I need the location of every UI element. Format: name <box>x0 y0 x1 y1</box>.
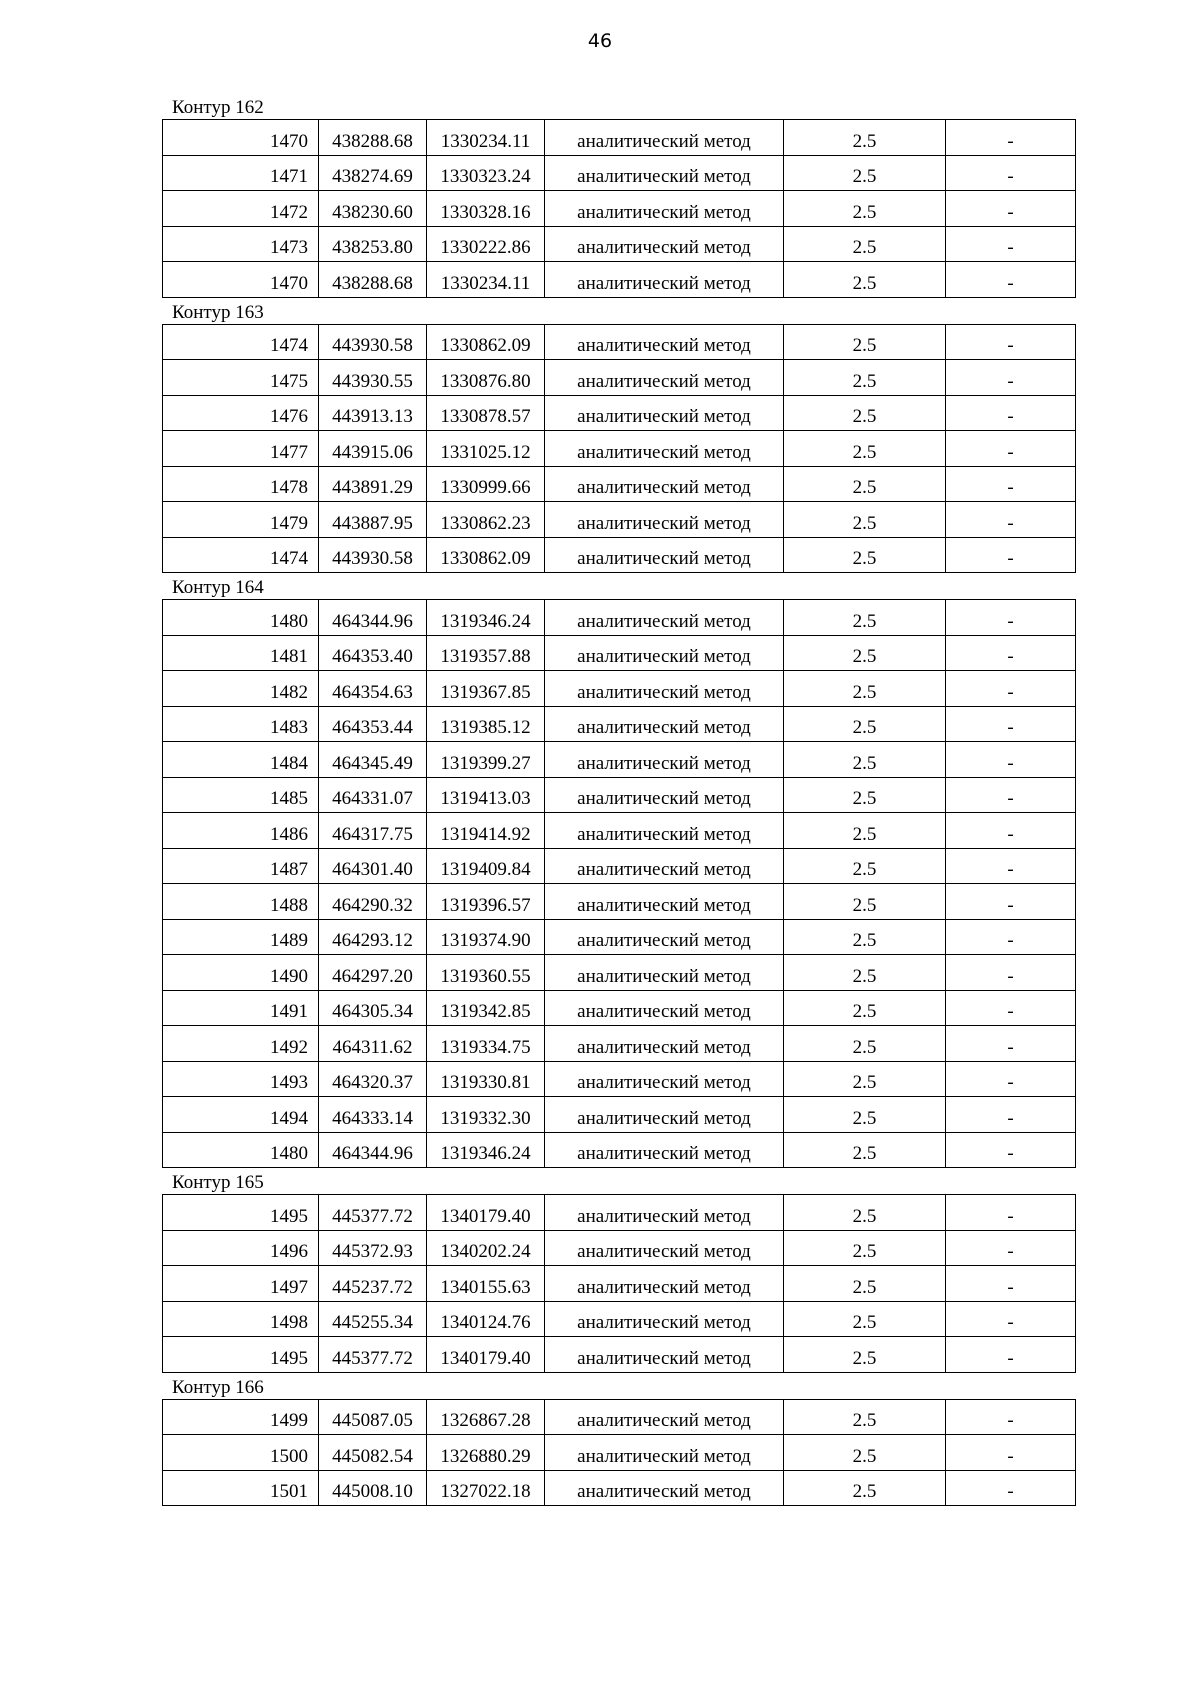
method-cell: аналитический метод <box>545 1230 784 1266</box>
contour-title: Контур 166 <box>172 1376 264 1398</box>
y-coordinate-cell: 1319357.88 <box>427 635 545 671</box>
y-coordinate-cell: 1319360.55 <box>427 955 545 991</box>
point-number-cell: 1470 <box>163 120 319 156</box>
accuracy-cell: 2.5 <box>784 1061 946 1097</box>
contour-section <box>162 1168 1076 1373</box>
description-cell: - <box>946 324 1076 360</box>
coordinates-table <box>162 599 1076 1168</box>
method-cell: аналитический метод <box>545 742 784 778</box>
table-row <box>163 1266 1076 1302</box>
y-coordinate-cell: 1330222.86 <box>427 226 545 262</box>
method-cell: аналитический метод <box>545 155 784 191</box>
method-cell: аналитический метод <box>545 777 784 813</box>
method-cell: аналитический метод <box>545 1132 784 1168</box>
description-cell: - <box>946 1230 1076 1266</box>
accuracy-cell: 2.5 <box>784 155 946 191</box>
x-coordinate-cell: 464344.96 <box>319 600 427 636</box>
point-number-cell: 1500 <box>163 1435 319 1471</box>
description-cell: - <box>946 1061 1076 1097</box>
x-coordinate-cell: 443930.55 <box>319 360 427 396</box>
accuracy-cell: 2.5 <box>784 848 946 884</box>
point-number-cell: 1494 <box>163 1097 319 1133</box>
table-row <box>163 155 1076 191</box>
table-row <box>163 813 1076 849</box>
y-coordinate-cell: 1319346.24 <box>427 1132 545 1168</box>
contour-title: Контур 162 <box>172 97 264 118</box>
x-coordinate-cell: 438253.80 <box>319 226 427 262</box>
x-coordinate-cell: 445008.10 <box>319 1470 427 1506</box>
description-cell: - <box>946 777 1076 813</box>
x-coordinate-cell: 438288.68 <box>319 262 427 298</box>
method-cell: аналитический метод <box>545 1266 784 1302</box>
y-coordinate-cell: 1340179.40 <box>427 1195 545 1231</box>
table-row <box>163 1435 1076 1471</box>
y-coordinate-cell: 1330234.11 <box>427 262 545 298</box>
point-number-cell: 1477 <box>163 431 319 467</box>
accuracy-cell: 2.5 <box>784 742 946 778</box>
x-coordinate-cell: 464344.96 <box>319 1132 427 1168</box>
y-coordinate-cell: 1330862.23 <box>427 502 545 538</box>
method-cell: аналитический метод <box>545 1435 784 1471</box>
description-cell: - <box>946 537 1076 573</box>
description-cell: - <box>946 955 1076 991</box>
y-coordinate-cell: 1319332.30 <box>427 1097 545 1133</box>
y-coordinate-cell: 1319346.24 <box>427 600 545 636</box>
accuracy-cell: 2.5 <box>784 226 946 262</box>
y-coordinate-cell: 1327022.18 <box>427 1470 545 1506</box>
method-cell: аналитический метод <box>545 635 784 671</box>
description-cell: - <box>946 1435 1076 1471</box>
x-coordinate-cell: 445377.72 <box>319 1195 427 1231</box>
accuracy-cell: 2.5 <box>784 537 946 573</box>
accuracy-cell: 2.5 <box>784 324 946 360</box>
point-number-cell: 1487 <box>163 848 319 884</box>
y-coordinate-cell: 1330862.09 <box>427 537 545 573</box>
description-cell: - <box>946 1097 1076 1133</box>
description-cell: - <box>946 262 1076 298</box>
table-row <box>163 1097 1076 1133</box>
method-cell: аналитический метод <box>545 1026 784 1062</box>
y-coordinate-cell: 1330876.80 <box>427 360 545 396</box>
description-cell: - <box>946 813 1076 849</box>
y-coordinate-cell: 1319334.75 <box>427 1026 545 1062</box>
accuracy-cell: 2.5 <box>784 706 946 742</box>
description-cell: - <box>946 395 1076 431</box>
method-cell: аналитический метод <box>545 1337 784 1373</box>
y-coordinate-cell: 1330999.66 <box>427 466 545 502</box>
coordinates-table <box>162 324 1076 574</box>
x-coordinate-cell: 443891.29 <box>319 466 427 502</box>
description-cell: - <box>946 226 1076 262</box>
x-coordinate-cell: 438274.69 <box>319 155 427 191</box>
y-coordinate-cell: 1340155.63 <box>427 1266 545 1302</box>
point-number-cell: 1495 <box>163 1337 319 1373</box>
table-row <box>163 1301 1076 1337</box>
y-coordinate-cell: 1319396.57 <box>427 884 545 920</box>
table-row <box>163 742 1076 778</box>
y-coordinate-cell: 1330234.11 <box>427 120 545 156</box>
table-row <box>163 1132 1076 1168</box>
x-coordinate-cell: 464353.40 <box>319 635 427 671</box>
method-cell: аналитический метод <box>545 360 784 396</box>
method-cell: аналитический метод <box>545 848 784 884</box>
x-coordinate-cell: 438230.60 <box>319 191 427 227</box>
table-row <box>163 671 1076 707</box>
description-cell: - <box>946 431 1076 467</box>
x-coordinate-cell: 445372.93 <box>319 1230 427 1266</box>
method-cell: аналитический метод <box>545 884 784 920</box>
method-cell: аналитический метод <box>545 706 784 742</box>
contour-title: Контур 164 <box>172 577 264 598</box>
table-row <box>163 431 1076 467</box>
table-row <box>163 1399 1076 1435</box>
description-cell: - <box>946 884 1076 920</box>
description-cell: - <box>946 1195 1076 1231</box>
point-number-cell: 1470 <box>163 262 319 298</box>
accuracy-cell: 2.5 <box>784 502 946 538</box>
point-number-cell: 1473 <box>163 226 319 262</box>
point-number-cell: 1483 <box>163 706 319 742</box>
method-cell: аналитический метод <box>545 120 784 156</box>
method-cell: аналитический метод <box>545 1470 784 1506</box>
description-cell: - <box>946 919 1076 955</box>
coordinates-table <box>162 1399 1076 1507</box>
description-cell: - <box>946 600 1076 636</box>
point-number-cell: 1474 <box>163 324 319 360</box>
point-number-cell: 1480 <box>163 600 319 636</box>
contour-list <box>162 93 1076 1506</box>
x-coordinate-cell: 443930.58 <box>319 324 427 360</box>
accuracy-cell: 2.5 <box>784 1230 946 1266</box>
description-cell: - <box>946 635 1076 671</box>
accuracy-cell: 2.5 <box>784 884 946 920</box>
x-coordinate-cell: 445255.34 <box>319 1301 427 1337</box>
y-coordinate-cell: 1340179.40 <box>427 1337 545 1373</box>
description-cell: - <box>946 990 1076 1026</box>
point-number-cell: 1491 <box>163 990 319 1026</box>
y-coordinate-cell: 1330862.09 <box>427 324 545 360</box>
point-number-cell: 1486 <box>163 813 319 849</box>
accuracy-cell: 2.5 <box>784 191 946 227</box>
table-row <box>163 537 1076 573</box>
accuracy-cell: 2.5 <box>784 955 946 991</box>
method-cell: аналитический метод <box>545 395 784 431</box>
y-coordinate-cell: 1340124.76 <box>427 1301 545 1337</box>
method-cell: аналитический метод <box>545 1301 784 1337</box>
x-coordinate-cell: 445377.72 <box>319 1337 427 1373</box>
table-row <box>163 395 1076 431</box>
x-coordinate-cell: 464317.75 <box>319 813 427 849</box>
accuracy-cell: 2.5 <box>784 777 946 813</box>
table-row <box>163 502 1076 538</box>
description-cell: - <box>946 1132 1076 1168</box>
point-number-cell: 1493 <box>163 1061 319 1097</box>
x-coordinate-cell: 464297.20 <box>319 955 427 991</box>
method-cell: аналитический метод <box>545 1399 784 1435</box>
description-cell: - <box>946 191 1076 227</box>
point-number-cell: 1484 <box>163 742 319 778</box>
coordinates-table <box>162 119 1076 298</box>
y-coordinate-cell: 1330878.57 <box>427 395 545 431</box>
accuracy-cell: 2.5 <box>784 1337 946 1373</box>
x-coordinate-cell: 443915.06 <box>319 431 427 467</box>
accuracy-cell: 2.5 <box>784 1026 946 1062</box>
table-row <box>163 262 1076 298</box>
point-number-cell: 1476 <box>163 395 319 431</box>
x-coordinate-cell: 464305.34 <box>319 990 427 1026</box>
point-number-cell: 1489 <box>163 919 319 955</box>
description-cell: - <box>946 706 1076 742</box>
coordinates-table <box>162 1194 1076 1373</box>
y-coordinate-cell: 1340202.24 <box>427 1230 545 1266</box>
table-row <box>163 1195 1076 1231</box>
x-coordinate-cell: 443930.58 <box>319 537 427 573</box>
point-number-cell: 1481 <box>163 635 319 671</box>
method-cell: аналитический метод <box>545 1061 784 1097</box>
description-cell: - <box>946 1399 1076 1435</box>
description-cell: - <box>946 502 1076 538</box>
contour-title: Контур 165 <box>172 1172 264 1193</box>
point-number-cell: 1485 <box>163 777 319 813</box>
y-coordinate-cell: 1330328.16 <box>427 191 545 227</box>
table-row <box>163 226 1076 262</box>
method-cell: аналитический метод <box>545 813 784 849</box>
point-number-cell: 1474 <box>163 537 319 573</box>
table-row <box>163 635 1076 671</box>
method-cell: аналитический метод <box>545 324 784 360</box>
point-number-cell: 1495 <box>163 1195 319 1231</box>
method-cell: аналитический метод <box>545 990 784 1026</box>
y-coordinate-cell: 1319399.27 <box>427 742 545 778</box>
accuracy-cell: 2.5 <box>784 671 946 707</box>
accuracy-cell: 2.5 <box>784 1266 946 1302</box>
accuracy-cell: 2.5 <box>784 990 946 1026</box>
x-coordinate-cell: 443913.13 <box>319 395 427 431</box>
method-cell: аналитический метод <box>545 262 784 298</box>
point-number-cell: 1471 <box>163 155 319 191</box>
y-coordinate-cell: 1319342.85 <box>427 990 545 1026</box>
accuracy-cell: 2.5 <box>784 1470 946 1506</box>
method-cell: аналитический метод <box>545 600 784 636</box>
table-row <box>163 919 1076 955</box>
x-coordinate-cell: 464301.40 <box>319 848 427 884</box>
point-number-cell: 1482 <box>163 671 319 707</box>
accuracy-cell: 2.5 <box>784 1399 946 1435</box>
accuracy-cell: 2.5 <box>784 1132 946 1168</box>
table-row <box>163 955 1076 991</box>
point-number-cell: 1488 <box>163 884 319 920</box>
point-number-cell: 1492 <box>163 1026 319 1062</box>
accuracy-cell: 2.5 <box>784 1435 946 1471</box>
accuracy-cell: 2.5 <box>784 1301 946 1337</box>
table-row <box>163 1337 1076 1373</box>
description-cell: - <box>946 742 1076 778</box>
contour-section <box>162 298 1076 574</box>
table-row <box>163 324 1076 360</box>
x-coordinate-cell: 464345.49 <box>319 742 427 778</box>
accuracy-cell: 2.5 <box>784 466 946 502</box>
contour-title: Контур 163 <box>172 301 264 323</box>
point-number-cell: 1480 <box>163 1132 319 1168</box>
y-coordinate-cell: 1326867.28 <box>427 1399 545 1435</box>
method-cell: аналитический метод <box>545 1097 784 1133</box>
point-number-cell: 1499 <box>163 1399 319 1435</box>
method-cell: аналитический метод <box>545 466 784 502</box>
description-cell: - <box>946 360 1076 396</box>
description-cell: - <box>946 1266 1076 1302</box>
description-cell: - <box>946 466 1076 502</box>
point-number-cell: 1472 <box>163 191 319 227</box>
table-row <box>163 1470 1076 1506</box>
y-coordinate-cell: 1319367.85 <box>427 671 545 707</box>
table-row <box>163 466 1076 502</box>
method-cell: аналитический метод <box>545 955 784 991</box>
description-cell: - <box>946 120 1076 156</box>
x-coordinate-cell: 464333.14 <box>319 1097 427 1133</box>
table-row <box>163 848 1076 884</box>
description-cell: - <box>946 848 1076 884</box>
y-coordinate-cell: 1319413.03 <box>427 777 545 813</box>
x-coordinate-cell: 443887.95 <box>319 502 427 538</box>
method-cell: аналитический метод <box>545 671 784 707</box>
point-number-cell: 1501 <box>163 1470 319 1506</box>
contour-section <box>162 573 1076 1168</box>
table-row <box>163 884 1076 920</box>
method-cell: аналитический метод <box>545 226 784 262</box>
table-row <box>163 600 1076 636</box>
x-coordinate-cell: 464293.12 <box>319 919 427 955</box>
accuracy-cell: 2.5 <box>784 635 946 671</box>
x-coordinate-cell: 464320.37 <box>319 1061 427 1097</box>
y-coordinate-cell: 1319414.92 <box>427 813 545 849</box>
page-number: 46 <box>587 30 613 52</box>
method-cell: аналитический метод <box>545 191 784 227</box>
table-row <box>163 1061 1076 1097</box>
accuracy-cell: 2.5 <box>784 600 946 636</box>
contour-section <box>162 1373 1076 1507</box>
accuracy-cell: 2.5 <box>784 919 946 955</box>
point-number-cell: 1497 <box>163 1266 319 1302</box>
description-cell: - <box>946 1470 1076 1506</box>
x-coordinate-cell: 464290.32 <box>319 884 427 920</box>
table-row <box>163 990 1076 1026</box>
x-coordinate-cell: 445082.54 <box>319 1435 427 1471</box>
table-row <box>163 360 1076 396</box>
y-coordinate-cell: 1319330.81 <box>427 1061 545 1097</box>
table-row <box>163 706 1076 742</box>
table-row <box>163 191 1076 227</box>
y-coordinate-cell: 1319374.90 <box>427 919 545 955</box>
description-cell: - <box>946 1301 1076 1337</box>
point-number-cell: 1475 <box>163 360 319 396</box>
description-cell: - <box>946 671 1076 707</box>
point-number-cell: 1490 <box>163 955 319 991</box>
method-cell: аналитический метод <box>545 919 784 955</box>
method-cell: аналитический метод <box>545 537 784 573</box>
y-coordinate-cell: 1319409.84 <box>427 848 545 884</box>
x-coordinate-cell: 464354.63 <box>319 671 427 707</box>
description-cell: - <box>946 1337 1076 1373</box>
x-coordinate-cell: 464353.44 <box>319 706 427 742</box>
description-cell: - <box>946 155 1076 191</box>
table-row <box>163 1026 1076 1062</box>
x-coordinate-cell: 438288.68 <box>319 120 427 156</box>
x-coordinate-cell: 445087.05 <box>319 1399 427 1435</box>
accuracy-cell: 2.5 <box>784 262 946 298</box>
y-coordinate-cell: 1326880.29 <box>427 1435 545 1471</box>
table-row <box>163 1230 1076 1266</box>
x-coordinate-cell: 464311.62 <box>319 1026 427 1062</box>
point-number-cell: 1479 <box>163 502 319 538</box>
table-row <box>163 120 1076 156</box>
method-cell: аналитический метод <box>545 1195 784 1231</box>
accuracy-cell: 2.5 <box>784 1195 946 1231</box>
method-cell: аналитический метод <box>545 502 784 538</box>
accuracy-cell: 2.5 <box>784 120 946 156</box>
accuracy-cell: 2.5 <box>784 1097 946 1133</box>
y-coordinate-cell: 1331025.12 <box>427 431 545 467</box>
y-coordinate-cell: 1319385.12 <box>427 706 545 742</box>
description-cell: - <box>946 1026 1076 1062</box>
method-cell: аналитический метод <box>545 431 784 467</box>
point-number-cell: 1478 <box>163 466 319 502</box>
x-coordinate-cell: 464331.07 <box>319 777 427 813</box>
accuracy-cell: 2.5 <box>784 360 946 396</box>
point-number-cell: 1498 <box>163 1301 319 1337</box>
y-coordinate-cell: 1330323.24 <box>427 155 545 191</box>
point-number-cell: 1496 <box>163 1230 319 1266</box>
accuracy-cell: 2.5 <box>784 431 946 467</box>
contour-section <box>162 93 1076 298</box>
accuracy-cell: 2.5 <box>784 395 946 431</box>
accuracy-cell: 2.5 <box>784 813 946 849</box>
x-coordinate-cell: 445237.72 <box>319 1266 427 1302</box>
table-row <box>163 777 1076 813</box>
